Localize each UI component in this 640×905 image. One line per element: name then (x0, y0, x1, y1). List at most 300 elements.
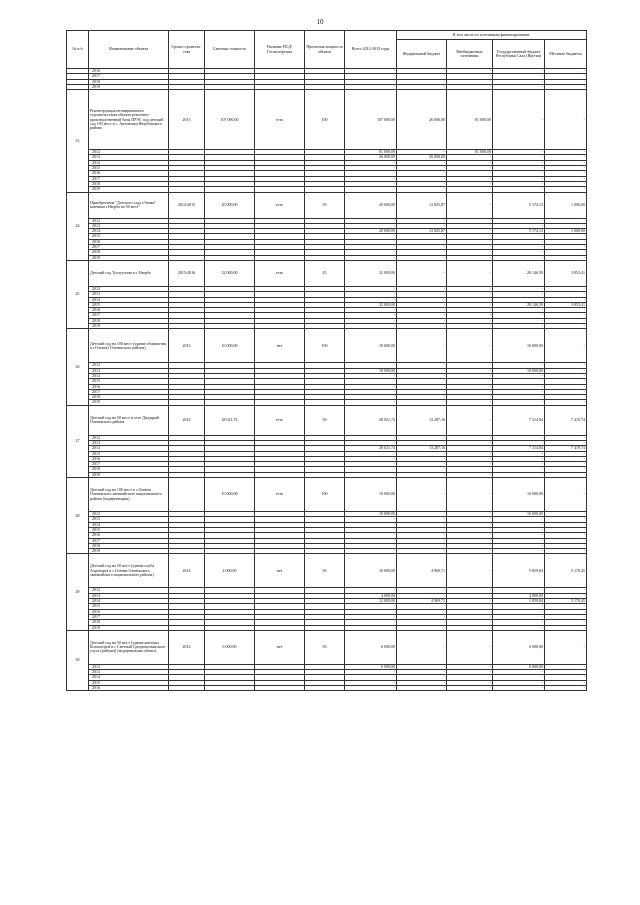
federal-amount: - (397, 223, 447, 228)
local-amount: - (545, 286, 587, 291)
federal-amount: - (397, 384, 447, 389)
year-cell: 2016 (89, 686, 169, 691)
federal-amount: 13 825,87 (397, 229, 447, 234)
federal-amount: - (397, 329, 447, 363)
year-cell: 2013 (89, 292, 169, 297)
estimated-cost: 20 000,00 (205, 192, 255, 218)
extrabudget-amount: - (447, 620, 493, 625)
state-amount: - (493, 79, 545, 84)
federal-amount: - (397, 245, 447, 250)
state-amount: - (493, 384, 545, 389)
total-amount: - (345, 79, 397, 84)
local-amount: - (545, 543, 587, 548)
local-amount: - (545, 69, 587, 74)
state-amount: 6 000,00 (493, 664, 545, 669)
extrabudget-amount: - (447, 533, 493, 538)
total-amount: - (345, 620, 397, 625)
year-cell: 2016 (89, 456, 169, 461)
extrabudget-amount: - (447, 155, 493, 160)
total-amount: 6 000,00 (345, 664, 397, 669)
federal-amount: 13 825,87 (397, 192, 447, 218)
state-amount: - (493, 451, 545, 456)
total-amount: - (345, 467, 397, 472)
federal-amount: 13 287,16 (397, 446, 447, 451)
row-number: 27 (67, 405, 89, 477)
psd-status: есть (255, 192, 305, 218)
local-amount: - (545, 176, 587, 181)
extrabudget-amount: - (447, 522, 493, 527)
total-amount: - (345, 218, 397, 223)
year-cell: 2019 (89, 472, 169, 477)
financing-table (66, 30, 587, 691)
federal-amount: - (397, 527, 447, 532)
federal-amount: - (397, 324, 447, 329)
local-amount: - (545, 549, 587, 554)
local-amount: 1 000,00 (545, 192, 587, 218)
extrabudget-amount: - (447, 389, 493, 394)
year-cell: 2015 (89, 680, 169, 685)
local-amount: - (545, 308, 587, 313)
federal-amount: - (397, 292, 447, 297)
local-amount: - (545, 462, 587, 467)
state-amount: - (493, 187, 545, 192)
total-amount: - (345, 680, 397, 685)
local-amount: - (545, 400, 587, 405)
extrabudget-amount: - (447, 363, 493, 368)
state-amount: - (493, 74, 545, 79)
object-name: Детский сад на 50 мест (здание клуба Аэропорта в с.Оленек Оленекского эвенкийского национального района) (89, 554, 169, 588)
table-body (67, 69, 587, 691)
total-amount: - (345, 379, 397, 384)
extrabudget-amount: 81 000,00 (447, 90, 493, 150)
extrabudget-amount: - (447, 255, 493, 260)
state-amount: 28 146,59 (493, 260, 545, 286)
local-amount: - (545, 517, 587, 522)
local-amount: - (545, 171, 587, 176)
year-cell: 2014 (89, 229, 169, 234)
state-amount: - (493, 379, 545, 384)
state-amount: - (493, 250, 545, 255)
year-cell: 2017 (89, 614, 169, 619)
total-amount: - (345, 517, 397, 522)
local-amount: - (545, 625, 587, 630)
extrabudget-amount: - (447, 588, 493, 593)
state-amount: 10 000,00 (493, 368, 545, 373)
local-amount: - (545, 680, 587, 685)
extrabudget-amount: - (447, 379, 493, 384)
total-amount: - (345, 522, 397, 527)
year-cell: 2013 (89, 517, 169, 522)
extrabudget-amount: - (447, 192, 493, 218)
federal-amount: - (397, 593, 447, 598)
federal-amount: - (397, 171, 447, 176)
local-amount: 1 000,00 (545, 229, 587, 234)
local-amount: - (545, 223, 587, 228)
state-amount: - (493, 527, 545, 532)
object-name: Детский сад на 100 мест (здание общежития в г.Оленек) Оленекского района) (89, 329, 169, 363)
extrabudget-amount: - (447, 234, 493, 239)
local-amount: - (545, 512, 587, 517)
total-amount: - (345, 373, 397, 378)
estimated-cost: 28 021,74 (205, 405, 255, 435)
year-cell: 2019 (89, 255, 169, 260)
total-amount: - (345, 435, 397, 440)
state-amount: - (493, 318, 545, 323)
year-cell: 2014 (89, 446, 169, 451)
state-amount: - (493, 223, 545, 228)
local-amount: 7 419,74 (545, 446, 587, 451)
total-amount: - (345, 318, 397, 323)
table-row (67, 192, 587, 218)
federal-amount: - (397, 512, 447, 517)
state-amount: - (493, 308, 545, 313)
local-amount: - (545, 329, 587, 363)
total-amount: 28 021,74 (345, 446, 397, 451)
year-cell: 2013 (89, 155, 169, 160)
year-cell: 2016 (89, 533, 169, 538)
total-amount: - (345, 308, 397, 313)
federal-amount: - (397, 318, 447, 323)
year-cell: 2018 (89, 318, 169, 323)
total-amount: - (345, 313, 397, 318)
state-amount: 5 174,13 (493, 192, 545, 218)
year-cell: 2014 (89, 297, 169, 302)
state-amount: - (493, 286, 545, 291)
local-amount: - (545, 588, 587, 593)
header-local: Местные бюджеты (545, 40, 587, 69)
year-cell: 2012 (89, 512, 169, 517)
extrabudget-amount: - (447, 373, 493, 378)
federal-amount: - (397, 680, 447, 685)
total-amount: - (345, 363, 397, 368)
state-amount: 10 000,00 (493, 478, 545, 512)
state-amount: - (493, 472, 545, 477)
state-amount: - (493, 155, 545, 160)
federal-amount: - (397, 69, 447, 74)
local-amount: - (545, 187, 587, 192)
federal-amount: - (397, 297, 447, 302)
year-cell: 2018 (89, 543, 169, 548)
year-cell: 2019 (89, 549, 169, 554)
object-name: Детский сад на 100 мест в с.Оленек Оленекского эвенкийского национального района (модернизация) (89, 478, 169, 512)
total-amount: - (345, 255, 397, 260)
extrabudget-amount: - (447, 297, 493, 302)
header-num: № п/п (67, 31, 89, 69)
extrabudget-amount: - (447, 176, 493, 181)
construction-term: 2014 (169, 405, 205, 435)
year-cell: 2012 (89, 435, 169, 440)
construction-term: 2013 (169, 329, 205, 363)
extrabudget-amount: - (447, 329, 493, 363)
total-amount: - (345, 588, 397, 593)
construction-term (169, 478, 205, 512)
header-capacity: Проектная мощность объекта (305, 31, 345, 69)
total-amount: 20 000,00 (345, 229, 397, 234)
extrabudget-amount: - (447, 686, 493, 691)
state-amount: 4 000,00 (493, 593, 545, 598)
construction-term: 2013 (169, 90, 205, 150)
local-amount: - (545, 363, 587, 368)
row-number: 23 (67, 90, 89, 192)
local-amount: 7 419,74 (545, 405, 587, 435)
extrabudget-amount: - (447, 318, 493, 323)
total-amount: - (345, 160, 397, 165)
design-capacity: 50 (305, 630, 345, 664)
year-cell: 2012 (89, 363, 169, 368)
federal-amount: 26 000,00 (397, 155, 447, 160)
year-cell: 2017 (89, 538, 169, 543)
header-sources-group: В том числе по источникам финансирования: (397, 31, 587, 40)
local-amount: - (545, 451, 587, 456)
federal-amount: - (397, 373, 447, 378)
state-amount: - (493, 614, 545, 619)
table-row (67, 405, 587, 435)
psd-status: есть (255, 405, 305, 435)
year-cell: 2015 (89, 451, 169, 456)
local-amount: - (545, 373, 587, 378)
federal-amount: - (397, 630, 447, 664)
state-amount: - (493, 239, 545, 244)
design-capacity: 45 (305, 260, 345, 286)
federal-amount: - (397, 150, 447, 155)
total-amount: - (345, 69, 397, 74)
total-amount: - (345, 614, 397, 619)
local-amount: - (545, 472, 587, 477)
extrabudget-amount: - (447, 478, 493, 512)
extrabudget-amount: - (447, 549, 493, 554)
state-amount: - (493, 160, 545, 165)
local-amount: - (545, 440, 587, 445)
state-amount: - (493, 395, 545, 400)
extrabudget-amount: - (447, 302, 493, 307)
federal-amount: - (397, 435, 447, 440)
year-cell: 2019 (89, 324, 169, 329)
federal-amount: - (397, 686, 447, 691)
year-cell: 2018 (89, 467, 169, 472)
federal-amount: - (397, 389, 447, 394)
local-amount: 5 170,45 (545, 599, 587, 604)
state-amount: - (493, 292, 545, 297)
design-capacity: 100 (305, 329, 345, 363)
local-amount: - (545, 181, 587, 186)
federal-amount: - (397, 218, 447, 223)
federal-amount: - (397, 255, 447, 260)
state-amount: - (493, 680, 545, 685)
local-amount: - (545, 74, 587, 79)
extrabudget-amount: - (447, 171, 493, 176)
year-cell: 2014 (89, 160, 169, 165)
extrabudget-amount: - (447, 250, 493, 255)
total-amount: - (345, 543, 397, 548)
estimated-cost: 4 000,00 (205, 554, 255, 588)
header-psd: Наличие ПСД/ Госэкспертизы (255, 31, 305, 69)
extrabudget-amount: - (447, 368, 493, 373)
federal-amount: - (397, 664, 447, 669)
estimated-cost: 10 000,00 (205, 478, 255, 512)
local-amount: 3 853,41 (545, 302, 587, 307)
year-cell: 2012 (89, 664, 169, 669)
state-amount: - (493, 84, 545, 89)
design-capacity: 50 (305, 192, 345, 218)
estimated-cost: 6 000,00 (205, 630, 255, 664)
total-amount: - (345, 171, 397, 176)
state-amount: - (493, 522, 545, 527)
total-amount: 6 000,00 (345, 630, 397, 664)
extrabudget-amount: - (447, 181, 493, 186)
extrabudget-amount: - (447, 286, 493, 291)
federal-amount: - (397, 620, 447, 625)
year-cell: 2016 (89, 69, 169, 74)
page-number: 10 (316, 18, 324, 26)
extrabudget-amount: - (447, 614, 493, 619)
total-amount: - (345, 187, 397, 192)
total-amount: - (345, 286, 397, 291)
state-amount: - (493, 389, 545, 394)
local-amount: - (545, 313, 587, 318)
year-cell: 2013 (89, 440, 169, 445)
local-amount: - (545, 593, 587, 598)
header-cost: Сметная стоимость (205, 31, 255, 69)
federal-amount: - (397, 250, 447, 255)
extrabudget-amount: - (447, 604, 493, 609)
federal-amount: - (397, 543, 447, 548)
header-term: Сроки строитель-ства (169, 31, 205, 69)
state-amount: - (493, 588, 545, 593)
empty-cell (255, 686, 305, 691)
total-amount: - (345, 549, 397, 554)
year-cell: 2015 (89, 379, 169, 384)
table-row (67, 554, 587, 588)
table-row (67, 260, 587, 286)
total-amount: 16 000,00 (345, 554, 397, 588)
total-amount: - (345, 176, 397, 181)
extrabudget-amount: - (447, 405, 493, 435)
construction-term: 2014-2015 (169, 192, 205, 218)
local-amount: - (545, 467, 587, 472)
year-cell: 2018 (89, 250, 169, 255)
extrabudget-amount: - (447, 543, 493, 548)
federal-amount: - (397, 302, 447, 307)
federal-amount: - (397, 176, 447, 181)
local-amount: - (545, 250, 587, 255)
object-name: Детский сад Туллуучаан в г. Нюрба (89, 260, 169, 286)
total-amount: 10 000,00 (345, 368, 397, 373)
total-amount: - (345, 250, 397, 255)
state-amount: - (493, 604, 545, 609)
local-amount: - (545, 166, 587, 171)
extrabudget-amount: - (447, 395, 493, 400)
extrabudget-amount: - (447, 467, 493, 472)
year-cell: 2013 (89, 223, 169, 228)
year-cell: 2015 (89, 604, 169, 609)
federal-amount: - (397, 160, 447, 165)
extrabudget-amount: - (447, 527, 493, 532)
total-amount: 10 000,00 (345, 478, 397, 512)
federal-amount: - (397, 260, 447, 286)
state-amount: - (493, 373, 545, 378)
federal-amount: 4 969,71 (397, 599, 447, 604)
federal-amount: - (397, 517, 447, 522)
state-amount: - (493, 670, 545, 675)
extrabudget-amount: - (447, 308, 493, 313)
extrabudget-amount: - (447, 472, 493, 477)
extrabudget-amount: - (447, 554, 493, 588)
total-amount: - (345, 239, 397, 244)
total-amount: - (345, 166, 397, 171)
local-amount: - (545, 395, 587, 400)
construction-term: 2015-2016 (169, 260, 205, 286)
local-amount: - (545, 160, 587, 165)
local-amount: - (545, 245, 587, 250)
extrabudget-amount: - (447, 229, 493, 234)
design-capacity: 50 (305, 405, 345, 435)
local-amount: - (545, 297, 587, 302)
state-amount: - (493, 176, 545, 181)
state-amount: - (493, 69, 545, 74)
design-capacity: 100 (305, 478, 345, 512)
extrabudget-amount: - (447, 187, 493, 192)
total-amount: - (345, 234, 397, 239)
federal-amount: - (397, 379, 447, 384)
construction-term: 2012 (169, 630, 205, 664)
federal-amount: 26 000,00 (397, 90, 447, 150)
federal-amount: - (397, 181, 447, 186)
extrabudget-amount: - (447, 313, 493, 318)
state-amount: 7 314,84 (493, 405, 545, 435)
header-state: Государственный бюджет Республики Саха (Якутия) (493, 40, 545, 69)
extrabudget-amount: - (447, 69, 493, 74)
federal-amount: - (397, 533, 447, 538)
psd-status: есть (255, 90, 305, 150)
federal-amount: - (397, 308, 447, 313)
local-amount: - (545, 620, 587, 625)
year-cell: 2019 (89, 187, 169, 192)
total-amount: 28 021,74 (345, 405, 397, 435)
local-amount: - (545, 150, 587, 155)
object-name: Детский сад на 50 мест (здание конторы Колмогоров в с.Светлый Среднеколымского улуса (района)) (модернизация объект) (89, 630, 169, 664)
federal-amount: - (397, 166, 447, 171)
psd-status: есть (255, 260, 305, 286)
state-amount: - (493, 218, 545, 223)
state-amount: - (493, 517, 545, 522)
state-amount: - (493, 609, 545, 614)
state-amount: - (493, 181, 545, 186)
federal-amount: - (397, 368, 447, 373)
extrabudget-amount: - (447, 435, 493, 440)
state-amount: - (493, 324, 545, 329)
year-cell: 2017 (89, 462, 169, 467)
local-amount: - (545, 218, 587, 223)
federal-amount: - (397, 675, 447, 680)
extrabudget-amount: - (447, 166, 493, 171)
total-amount: 26 000,00 (345, 155, 397, 160)
local-amount: - (545, 527, 587, 532)
year-cell: 2017 (89, 74, 169, 79)
local-amount: - (545, 255, 587, 260)
federal-amount: - (397, 456, 447, 461)
total-amount: 12 000,00 (345, 599, 397, 604)
total-amount: - (345, 538, 397, 543)
row-number: 26 (67, 329, 89, 405)
year-cell: 2017 (89, 245, 169, 250)
extrabudget-amount: - (447, 456, 493, 461)
local-amount: 3 853,41 (545, 260, 587, 286)
local-amount: - (545, 324, 587, 329)
local-amount: - (545, 379, 587, 384)
year-cell: 2014 (89, 675, 169, 680)
total-amount: - (345, 527, 397, 532)
state-amount: - (493, 625, 545, 630)
